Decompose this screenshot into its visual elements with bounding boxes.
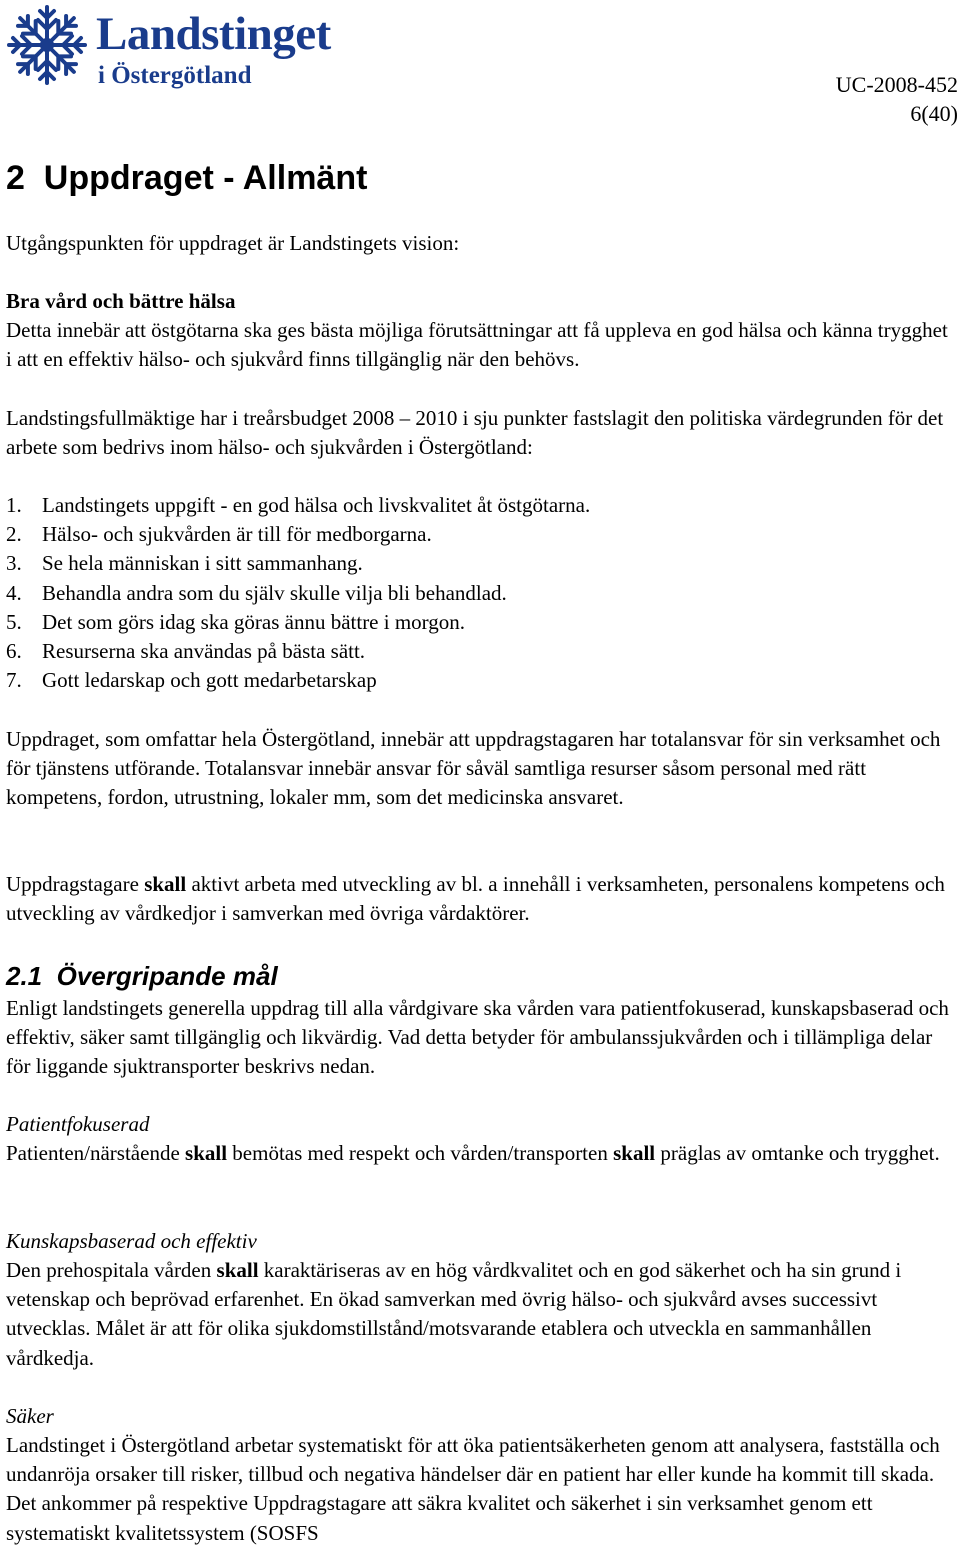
assignment-paragraph: Uppdraget, som omfattar hela Östergötland, innebär att uppdragstagaren har totalansvar för sin verksamhet och för tjänstens utförande. Totalansvar innebär ansvar för såväl samtliga resurser såsom personal med rätt kompetens, fordon, utrustning, lokaler mm, som det medicinska ansvaret. (6, 727, 941, 810)
goals-paragraph: Enligt landstingets generella uppdrag till alla vårdgivare ska vården vara patientfokuserad, kunskapsbaserad och effektiv, säker samt tillgänglig och likvärdig. Vad detta betyder för ambulanssjukvården och i tillämpliga delar för liggande sjuktransporter beskrivs nedan. (6, 996, 949, 1079)
logo-subtitle: i Östergötland (98, 62, 252, 89)
document-id: UC-2008-452 (835, 72, 958, 97)
list-item: 6. Resurserna ska användas på bästa sätt. (6, 639, 366, 664)
logo-wordmark: Landstinget (96, 8, 331, 60)
list-item: 7. Gott ledarskap och gott medarbetarskap (6, 668, 377, 693)
landstinget-logo (4, 2, 374, 94)
list-item: 4. Behandla andra som du själv skulle vilja bli behandlad. (6, 580, 507, 605)
safety-title: Säker (6, 1404, 54, 1428)
knowledge-paragraph: Den prehospitala vården skall karaktäriseras av en hög vårdkvalitet och en god säkerhet och ha sin grund i vetenskap och beprövad erfarenhet. En ökad samverkan med övrig hälso- och sjukvård avses successivt utvecklas. Målet är att för olika sjukdomstillstånd/motsvarande etablera och utveckla en sammanhållen vårdkedja. (6, 1258, 902, 1370)
list-item: 3. Se hela människan i sitt sammanhang. (6, 551, 363, 576)
document-reference (836, 70, 958, 128)
page-number: 6(40) (910, 101, 958, 126)
snowflake-emblem-icon (4, 2, 90, 88)
list-item: 2. Hälso- och sjukvården är till för medborgarna. (6, 522, 432, 547)
patient-focus-paragraph: Patienten/närstående skall bemötas med respekt och vården/transporten skall präglas av omtanke och trygghet. (6, 1141, 940, 1165)
list-item: 1. Landstingets uppgift - en god hälsa och livskvalitet åt östgötarna. (6, 493, 591, 517)
knowledge-title: Kunskapsbaserad och effektiv (6, 1229, 257, 1253)
intro-paragraph: Utgångspunkten för uppdraget är Landstingets vision: (6, 231, 460, 255)
budget-paragraph: Landstingsfullmäktige har i treårsbudget 2008 – 2010 i sju punkter fastslagit den politiska värdegrunden för det arbete som bedrivs inom hälso- och sjukvården i Östergötland: (6, 406, 944, 460)
vision-paragraph: Detta innebär att östgötarna ska ges bästa möjliga förutsättningar att få uppleva en god hälsa och känna trygghet i att en effektiv hälso- och sjukvård finns tillgänglig när den behövs. (6, 318, 948, 372)
patient-focus-title: Patientfokuserad (6, 1112, 150, 1136)
vision-title: Bra vård och bättre hälsa (6, 289, 236, 313)
section-heading: 2 Uppdraget - Allmänt (6, 159, 368, 197)
principles-list (6, 491, 590, 695)
safety-paragraph: Landstinget i Östergötland arbetar systematiskt för att öka patientsäkerheten genom att analysera, fastställa och undanröja orsaker till risker, tillbud och negativa händelser där en patient har eller kunde ha kommit till skada. Det ankommer på respektive Uppdragstagare att säkra kvalitet och säkerhet i sin verksamhet genom ett systematiskt kvalitetssystem (SOSFS (6, 1433, 940, 1545)
development-paragraph: Uppdragstagare skall aktivt arbeta med utveckling av bl. a innehåll i verksamheten, personalens kompetens och utveckling av vårdkedjor i samverkan med övriga vårdaktörer. (6, 872, 945, 926)
list-item: 5. Det som görs idag ska göras ännu bättre i morgon. (6, 609, 466, 634)
subsection-heading: 2.1 Övergripande mål (6, 961, 278, 991)
